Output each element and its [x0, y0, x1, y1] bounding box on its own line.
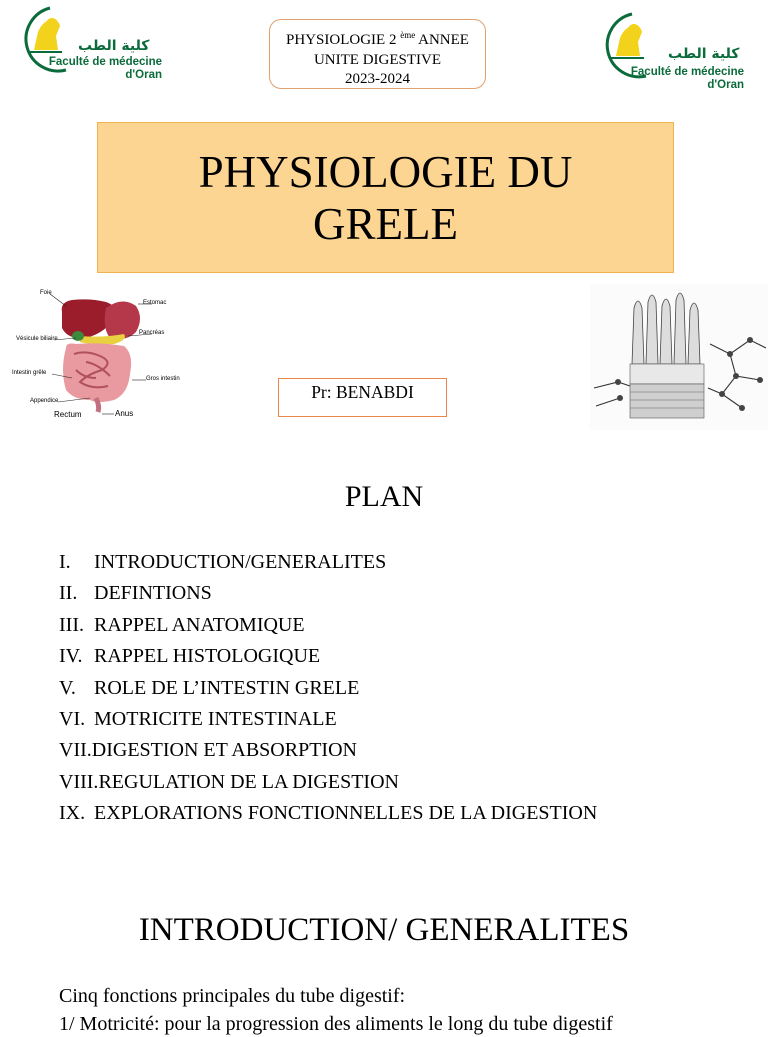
label-appendice: Appendice	[30, 398, 59, 404]
label-rectum: Rectum	[54, 410, 82, 419]
main-title: PHYSIOLOGIE DU GRELE	[198, 146, 573, 249]
label-anus: Anus	[115, 409, 134, 418]
plan-item: II. DEFINTIONS	[59, 582, 212, 605]
plan-item: VIII.REGULATION DE LA DIGESTION	[59, 770, 399, 793]
faculty-logo-right	[588, 10, 748, 94]
plan-list	[59, 548, 597, 831]
label-gros-intestin: Gros intestin	[146, 376, 180, 382]
intro-title: INTRODUCTION/ GENERALITES	[138, 912, 630, 948]
intro-line-2: 1/ Motricité: pour la progression des aliments le long du tube digestif	[59, 1013, 613, 1035]
plan-item: V. ROLE DE L’INTESTIN GRELE	[59, 676, 360, 699]
course-line1: PHYSIOLOGIE 2 $^{ème}$ ANNEE	[286, 30, 469, 48]
label-estomac: Estomac	[143, 300, 167, 306]
plan-title: PLAN	[344, 480, 424, 513]
label-intestin-grele: Intestin grêle	[12, 370, 47, 376]
logo-faculty-text: Faculté de médecine d'Oran	[48, 56, 162, 81]
label-foie: Foie	[40, 290, 52, 296]
faculty-logo-left	[4, 2, 164, 86]
plan-item: VI. MOTRICITE INTESTINALE	[59, 707, 337, 730]
main-title-box	[97, 122, 674, 273]
logo-faculty-text: Faculté de médecine d'Oran	[630, 66, 744, 91]
plan-item: IX. EXPLORATIONS FONCTIONNELLES DE LA DIGESTION	[59, 802, 598, 825]
plan-item: VII.DIGESTION ET ABSORPTION	[59, 739, 357, 762]
plan-item: I. INTRODUCTION/GENERALITES	[59, 551, 387, 573]
plan-item: III. RAPPEL ANATOMIQUE	[59, 613, 305, 636]
professor-name: Pr: BENABDI	[311, 382, 414, 402]
course-year: 2023-2024	[345, 71, 410, 87]
course-header-box	[269, 19, 486, 89]
course-line2: UNITE DIGESTIVE	[313, 51, 442, 68]
villi-histology-icon	[590, 284, 768, 430]
digestive-anatomy-illustration	[10, 282, 190, 424]
professor-box	[278, 378, 447, 417]
intro-paragraph: Cinq fonctions principales du tube digestif:	[59, 985, 406, 1007]
plan-item: IV. RAPPEL HISTOLOGIQUE	[59, 645, 321, 668]
logo-arabic-text: كلية الطب	[78, 38, 150, 54]
logo-arabic-text: كلية الطب	[668, 46, 740, 62]
label-vesicule: Vésicule biliaire	[16, 336, 58, 342]
intestinal-histology-illustration	[590, 284, 768, 430]
label-pancreas: Pancréas	[139, 330, 165, 336]
